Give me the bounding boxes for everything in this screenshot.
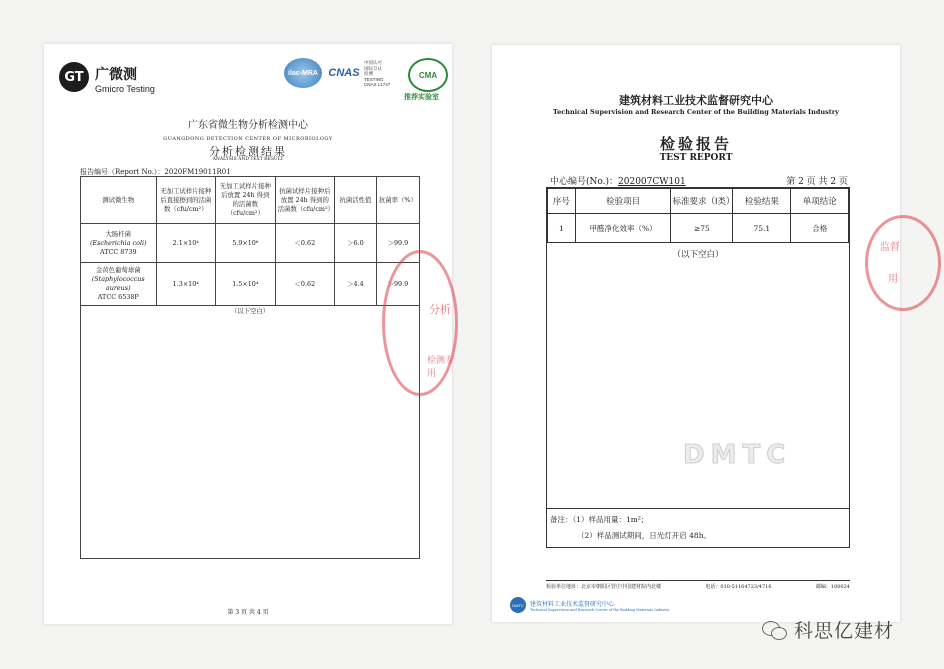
cell-item: 甲醛净化效率（%） [575, 214, 671, 243]
brand-name: 科思亿建材 [794, 620, 895, 642]
org-title-en: Technical Supervision and Research Center of the Building Materials Industry [553, 108, 839, 116]
org-title-en: GUANGDONG DETECTION CENTER OF MICROBIOLOGY [163, 136, 333, 142]
value-cell: 1.3×10⁴ [156, 263, 216, 306]
value-cell: ＞4.4 [335, 263, 377, 306]
org-title-cn: 建筑材料工业技术监督研究中心 [619, 94, 773, 107]
value-cell: 2.1×10⁴ [156, 224, 216, 263]
cell-conclusion: 合格 [791, 214, 849, 243]
table-header-row [81, 177, 420, 224]
footer-address: 检验单位地址：北京市朝阳区管庄中国建材院内北楼 [546, 584, 662, 590]
cma-icon: CMA [408, 58, 448, 92]
blank-row [81, 306, 420, 559]
header-cell: 无加工试样片接种后直接擦到的活菌数（cfu/cm²） [156, 177, 216, 224]
cnas-icon: CNAS [328, 67, 360, 79]
footer-contact [546, 580, 850, 590]
page-info: 第 2 页 共 2 页 [786, 177, 848, 187]
gmicro-logo [59, 62, 155, 94]
value-cell: ＞99.9 [376, 263, 419, 306]
red-seal-stamp: 分析 检测专用 [382, 250, 458, 396]
wechat-icon [762, 619, 788, 641]
report-number: 报告编号（Report No.）：2020FM19011R01 [80, 168, 231, 176]
blank-note: （以下空白） [672, 250, 724, 260]
footer-zip: 邮编：100024 [815, 584, 850, 590]
logo-en: Gmicro Testing [95, 84, 155, 94]
report-title-en: ANALYSIS AND TEST RESULT [212, 157, 284, 162]
logo-cn: 广微测 [95, 67, 137, 83]
cnas-text: 中国认可 国际互认 检测 TESTING CNAS L1747 [364, 60, 391, 87]
value-cell: ＜0.62 [275, 263, 335, 306]
footer-org-cn: 建筑材料工业技术监督研究中心 [530, 600, 615, 608]
value-cell: ＞6.0 [335, 224, 377, 263]
gt-logo-icon: GT [59, 62, 89, 92]
header-cell: 检验结果 [733, 189, 791, 214]
footer-phone: 电话：010-51164723/4716 [705, 584, 772, 590]
antibacterial-results-table [80, 176, 420, 559]
test-results-table [547, 188, 849, 243]
remark-divider [547, 508, 849, 509]
table-row [81, 263, 420, 306]
header-cell: 单项结论 [791, 189, 849, 214]
footer-org [510, 597, 669, 613]
center-number: 中心编号(No.)：202007CW101 [550, 177, 686, 187]
cell-no: 1 [548, 214, 576, 243]
ilac-mra-icon: ilac-MRA [284, 58, 322, 88]
organism-cell: 金黄色葡萄球菌 (Staphylococcus aureus) ATCC 6538P [81, 263, 157, 306]
header-cell: 无加工试样片接种后放置 24h 得到的活菌数（cfu/cm²） [216, 177, 276, 224]
cell-std: ≥75 [671, 214, 733, 243]
report-title-cn: 检验报告 [659, 135, 732, 153]
table-row [548, 214, 849, 243]
test-report-box [546, 187, 850, 548]
remark-line-2: （2）样品测试期间，日光灯开启 48h。 [577, 531, 712, 540]
footer-org-en: Technical Supervision and Research Center of the Building Materials Industry [530, 607, 670, 612]
header-cell: 抗菌率（%） [376, 177, 419, 224]
organism-cell: 大肠杆菌 (Escherichia coli) ATCC 8739 [81, 224, 157, 263]
report-title-en: TEST REPORT [659, 153, 733, 163]
value-cell: ＜0.62 [275, 224, 335, 263]
header-cell: 测试微生物 [81, 177, 157, 224]
table-row [81, 224, 420, 263]
header-cell: 序号 [548, 189, 576, 214]
cell-result: 75.1 [733, 214, 791, 243]
header-cell: 抗菌活性值 [335, 177, 377, 224]
dmtc-logo-icon: DMTC [510, 597, 526, 613]
org-title-cn: 广东省微生物分析检测中心 [188, 120, 308, 131]
right-report-page [492, 45, 900, 622]
brand-watermark [762, 616, 894, 643]
header-cell: 检验项目 [575, 189, 671, 214]
report-title-cn: 分析检测结果 [209, 145, 287, 158]
cma-label: 推荐实验室 [404, 94, 439, 101]
table-header-row [548, 189, 849, 214]
page-footer: 第 3 页 共 4 页 [227, 609, 269, 616]
value-cell: ＞99.9 [376, 224, 419, 263]
value-cell: 5.9×10⁶ [216, 224, 276, 263]
header-cell: 标准要求（Ⅰ类） [671, 189, 733, 214]
remark-line-1: 备注：（1）样品用量：1m²； [550, 515, 649, 524]
dmtc-watermark: DMTC [683, 440, 792, 470]
value-cell: 1.5×10⁴ [216, 263, 276, 306]
header-cell: 抗菌试样片接种后放置 24h 得到的活菌数（cfu/cm²） [275, 177, 335, 224]
blank-note: （以下空白） [81, 306, 420, 559]
red-seal-stamp: 监督 用 [865, 215, 941, 311]
